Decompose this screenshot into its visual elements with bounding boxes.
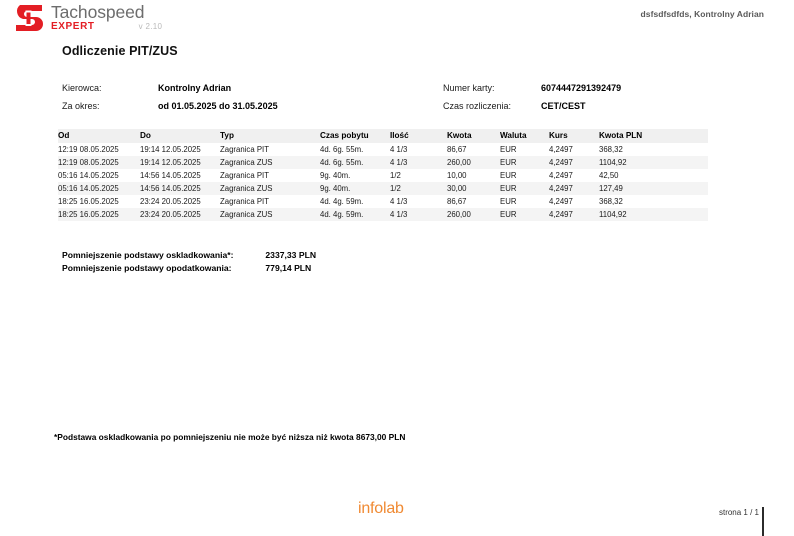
summary-social-label: Pomniejszenie podstawy oskladkowania*: bbox=[62, 250, 234, 260]
table-cell: 23:24 20.05.2025 bbox=[140, 197, 201, 206]
table-cell: 260,00 bbox=[447, 158, 471, 167]
table-cell: 18:25 16.05.2025 bbox=[58, 210, 119, 219]
table-column-header: Kurs bbox=[549, 129, 599, 143]
table-cell: 368,32 bbox=[599, 197, 623, 206]
table-cell: 4,2497 bbox=[549, 145, 573, 154]
page-edge-marker bbox=[762, 507, 764, 536]
table-cell: 14:56 14.05.2025 bbox=[140, 184, 201, 193]
table-cell: 19:14 12.05.2025 bbox=[140, 158, 201, 167]
table-cell: 05:16 14.05.2025 bbox=[58, 171, 119, 180]
table-cell: 19:14 12.05.2025 bbox=[140, 145, 201, 154]
table-cell: 4,2497 bbox=[549, 197, 573, 206]
period-value: od 01.05.2025 do 31.05.2025 bbox=[158, 101, 278, 111]
brand-subline bbox=[51, 22, 162, 32]
report-info-block bbox=[0, 83, 794, 119]
table-cell: 4,2497 bbox=[549, 184, 573, 193]
table-header bbox=[58, 129, 708, 143]
table-cell: Zagranica PIT bbox=[220, 171, 269, 180]
table-cell: 4d. 4g. 59m. bbox=[320, 197, 364, 206]
table-cell: 4,2497 bbox=[549, 171, 573, 180]
document-header bbox=[0, 0, 794, 38]
table-column-header: Typ bbox=[220, 129, 320, 143]
table-cell: 23:24 20.05.2025 bbox=[140, 210, 201, 219]
table-column-header: Od bbox=[58, 129, 140, 143]
card-number-value: 6074447291392479 bbox=[541, 83, 622, 93]
table-cell: 260,00 bbox=[447, 210, 471, 219]
deductions-table bbox=[58, 129, 708, 221]
summary-row-tax bbox=[62, 263, 316, 276]
table-header-row bbox=[58, 129, 708, 143]
period-label: Za okres: bbox=[62, 101, 100, 111]
table-cell: Zagranica ZUS bbox=[220, 158, 273, 167]
table-cell: Zagranica ZUS bbox=[220, 210, 273, 219]
page-title: Odliczenie PIT/ZUS bbox=[62, 44, 178, 58]
table-cell: 18:25 16.05.2025 bbox=[58, 197, 119, 206]
table-cell: 1104,92 bbox=[599, 210, 627, 219]
table-body bbox=[58, 143, 708, 221]
infolab-logo: infolab bbox=[358, 500, 404, 517]
table-cell: 4,2497 bbox=[549, 158, 573, 167]
footnote-text: *Podstawa oskladkowania po pomniejszeniu nie może być niższa niż kwota 8673,00 PLN bbox=[54, 432, 406, 442]
table-cell: EUR bbox=[500, 210, 517, 219]
table-cell: 12:19 08.05.2025 bbox=[58, 145, 119, 154]
brand-edition-label: EXPERT bbox=[51, 21, 95, 32]
table-cell: 9g. 40m. bbox=[320, 171, 351, 180]
table-column-header: Ilość bbox=[390, 129, 447, 143]
table-cell: 4d. 6g. 55m. bbox=[320, 158, 364, 167]
table-cell: 05:16 14.05.2025 bbox=[58, 184, 119, 193]
table-cell: 1104,92 bbox=[599, 158, 627, 167]
table-cell: Zagranica ZUS bbox=[220, 184, 273, 193]
table-column-header: Kwota bbox=[447, 129, 500, 143]
table-column-header: Do bbox=[140, 129, 220, 143]
table-cell: 368,32 bbox=[599, 145, 623, 154]
table-cell: 30,00 bbox=[447, 184, 467, 193]
card-number-label: Numer karty: bbox=[443, 83, 495, 93]
brand-version-label: v 2.10 bbox=[138, 22, 163, 31]
table-cell: EUR bbox=[500, 158, 517, 167]
tachospeed-mark-icon bbox=[14, 4, 44, 33]
table-cell: 4d. 6g. 55m. bbox=[320, 145, 364, 154]
table-cell: EUR bbox=[500, 184, 517, 193]
table-column-header: Waluta bbox=[500, 129, 549, 143]
table-cell: Zagranica PIT bbox=[220, 145, 269, 154]
table-row bbox=[58, 143, 708, 156]
deductions-table-container bbox=[58, 129, 708, 221]
table-cell: 4 1/3 bbox=[390, 197, 408, 206]
info-row-driver bbox=[0, 83, 794, 101]
table-cell: 1/2 bbox=[390, 171, 401, 180]
summary-block bbox=[62, 250, 316, 276]
table-row bbox=[58, 208, 708, 221]
brand-text-group bbox=[51, 3, 162, 32]
table-row bbox=[58, 182, 708, 195]
summary-social-value: 2337,33 PLN bbox=[265, 250, 317, 260]
driver-label: Kierowca: bbox=[62, 83, 102, 93]
info-row-period bbox=[0, 101, 794, 119]
timezone-label: Czas rozliczenia: bbox=[443, 101, 512, 111]
table-row bbox=[58, 169, 708, 182]
table-cell: 4 1/3 bbox=[390, 210, 408, 219]
summary-tax-value: 779,14 PLN bbox=[265, 263, 312, 273]
table-cell: 10,00 bbox=[447, 171, 467, 180]
table-cell: 12:19 08.05.2025 bbox=[58, 158, 119, 167]
summary-row-social bbox=[62, 250, 316, 263]
timezone-value: CET/CEST bbox=[541, 101, 586, 111]
table-cell: 42,50 bbox=[599, 171, 619, 180]
table-cell: 127,49 bbox=[599, 184, 623, 193]
header-account-text: dsfsdfsdfds, Kontrolny Adrian bbox=[640, 9, 764, 19]
tachospeed-logo bbox=[14, 4, 162, 33]
table-cell: 4 1/3 bbox=[390, 158, 408, 167]
table-cell: 9g. 40m. bbox=[320, 184, 351, 193]
table-column-header: Kwota PLN bbox=[599, 129, 708, 143]
table-cell: EUR bbox=[500, 145, 517, 154]
table-cell: Zagranica PIT bbox=[220, 197, 269, 206]
table-cell: 4,2497 bbox=[549, 210, 573, 219]
table-row bbox=[58, 195, 708, 208]
driver-value: Kontrolny Adrian bbox=[158, 83, 232, 93]
summary-tax-label: Pomniejszenie podstawy opodatkowania: bbox=[62, 263, 232, 273]
table-cell: 1/2 bbox=[390, 184, 401, 193]
table-cell: 86,67 bbox=[447, 145, 467, 154]
table-cell: 14:56 14.05.2025 bbox=[140, 171, 201, 180]
brand-name: Tachospeed bbox=[51, 2, 145, 22]
page-number: strona 1 / 1 bbox=[718, 508, 759, 517]
table-row bbox=[58, 156, 708, 169]
table-column-header: Czas pobytu bbox=[320, 129, 390, 143]
table-cell: EUR bbox=[500, 197, 517, 206]
table-cell: 4 1/3 bbox=[390, 145, 408, 154]
table-cell: 86,67 bbox=[447, 197, 467, 206]
table-cell: EUR bbox=[500, 171, 517, 180]
table-cell: 4d. 4g. 59m. bbox=[320, 210, 364, 219]
